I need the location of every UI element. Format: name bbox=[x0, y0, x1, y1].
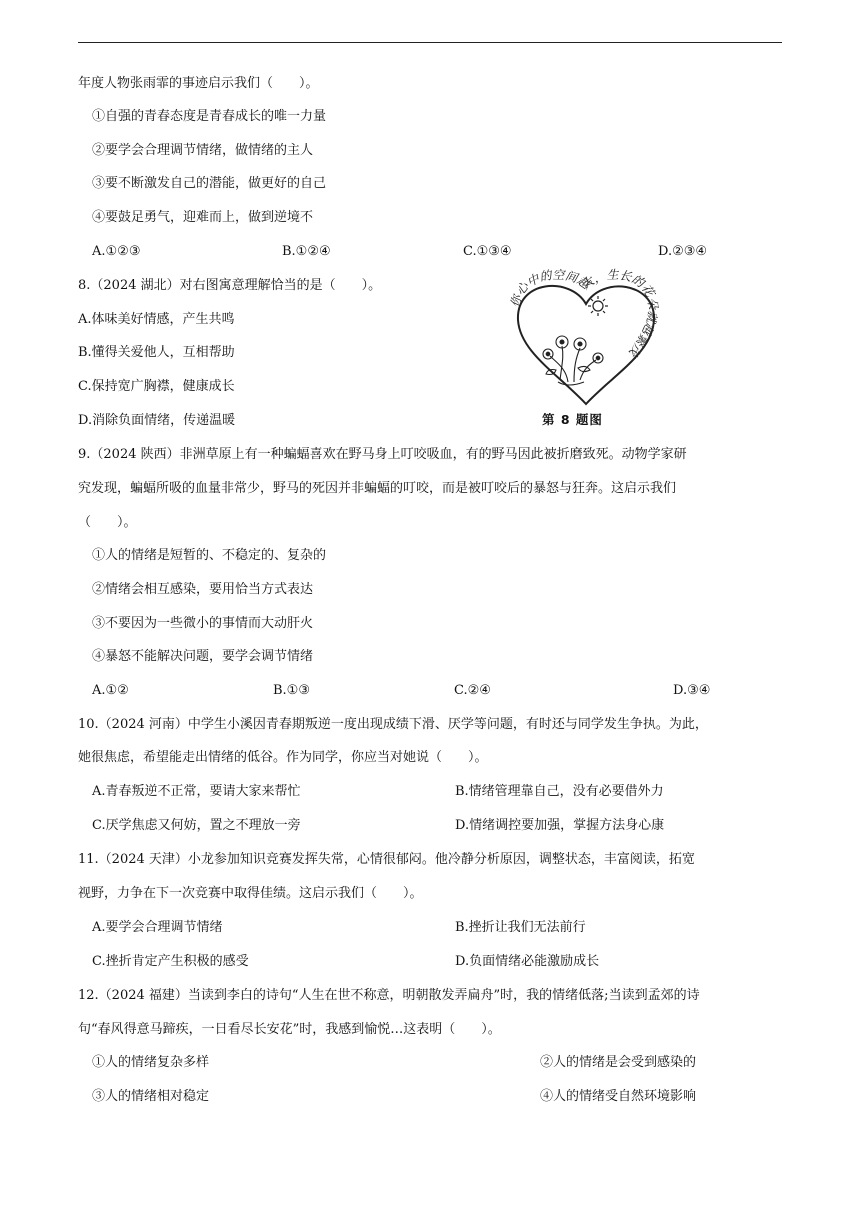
question-stem-line: 究发现，蝙蝠所吸的血量非常少，野马的死因并非蝙蝠的叮咬，而是被叮咬后的暴怒与狂奔。这启示我们 bbox=[78, 481, 677, 496]
option-a: A.体味美好情感，产生共鸣 bbox=[78, 312, 235, 327]
statement-item: ①自强的青春态度是青春成长的唯一力量 bbox=[92, 109, 327, 124]
statement-item: ③不要因为一些微小的事情而大动肝火 bbox=[92, 616, 314, 631]
option-c: C.①③④ bbox=[463, 244, 512, 259]
question-stem-line: 她很焦虑，希望能走出情绪的低谷。作为同学，你应当对她说（ ）。 bbox=[78, 750, 488, 765]
question-stem-line: 10.（2024 河南）中学生小溪因青春期叛逆一度出现成绩下滑、厌学等问题，有时还与同学发生争执。为此， bbox=[78, 717, 708, 732]
statement-item: ③人的情绪相对稳定 bbox=[92, 1089, 210, 1104]
option-a: A.青春叛逆不正常，要请大家来帮忙 bbox=[92, 784, 301, 799]
question-stem: 8.（2024 湖北）对右图寓意理解恰当的是（ ）。 bbox=[78, 278, 382, 293]
option-a: A.①②③ bbox=[92, 244, 141, 259]
option-a: A.①② bbox=[92, 683, 129, 698]
handwritten-phrase: 你心中的空间越大，生长的花朵就越繁茂 bbox=[508, 268, 661, 360]
option-b: B.①②④ bbox=[282, 244, 331, 259]
question-stem: 年度人物张雨霏的事迹启示我们（ ）。 bbox=[78, 76, 319, 91]
flower-bouquet bbox=[543, 336, 603, 385]
statement-item: ④要鼓足勇气，迎难而上，做到逆境不 bbox=[92, 210, 314, 225]
question-stem-line: （ ）。 bbox=[78, 515, 137, 530]
statement-item: ①人的情绪是短暂的、不稳定的、复杂的 bbox=[92, 548, 327, 563]
option-a: A.要学会合理调节情绪 bbox=[92, 920, 223, 935]
question-stem-line: 12.（2024 福建）当读到李白的诗句“人生在世不称意，明朝散发弄扁舟”时，我的情绪低落;当读到孟郊的诗 bbox=[78, 988, 700, 1003]
option-c: C.保持宽广胸襟，健康成长 bbox=[78, 379, 235, 394]
question-stem-line: 11.（2024 天津）小龙参加知识竞赛发挥失常，心情很郁闷。他冷静分析原因，调整状态，丰富阅读，拓宽 bbox=[78, 852, 695, 867]
option-c: C.厌学焦虑又何妨，置之不理放一旁 bbox=[92, 818, 301, 833]
statement-item: ②人的情绪是会受到感染的 bbox=[540, 1055, 697, 1070]
statement-item: ②情绪会相互感染，要用恰当方式表达 bbox=[92, 582, 314, 597]
heart-flower-illustration bbox=[498, 268, 674, 430]
option-b: B.情绪管理靠自己，没有必要借外力 bbox=[455, 784, 664, 799]
option-d: D.②③④ bbox=[658, 244, 708, 259]
figure-caption: 第 8 题图 bbox=[542, 412, 603, 427]
sun-icon bbox=[588, 296, 608, 316]
option-d: D.③④ bbox=[673, 683, 711, 698]
option-d: D.负面情绪必能激励成长 bbox=[455, 954, 600, 969]
option-b: B.挫折让我们无法前行 bbox=[455, 920, 586, 935]
option-c: C.挫折肯定产生积极的感受 bbox=[92, 954, 249, 969]
statement-item: ②要学会合理调节情绪，做情绪的主人 bbox=[92, 143, 314, 158]
statement-item: ④暴怒不能解决问题，要学会调节情绪 bbox=[92, 649, 314, 664]
question-stem-line: 9.（2024 陕西）非洲草原上有一种蝙蝠喜欢在野马身上叮咬吸血，有的野马因此被折磨致死。动物学家研 bbox=[78, 447, 687, 462]
statement-item: ④人的情绪受自然环境影响 bbox=[540, 1089, 697, 1104]
option-d: D.情绪调控要加强，掌握方法身心康 bbox=[455, 818, 665, 833]
question-stem-line: 句“春风得意马蹄疾，一日看尽长安花”时，我感到愉悦…这表明（ ）。 bbox=[78, 1022, 501, 1037]
option-d: D.消除负面情绪，传递温暖 bbox=[78, 413, 236, 428]
option-b: B.懂得关爱他人，互相帮助 bbox=[78, 345, 235, 360]
header-rule bbox=[78, 42, 782, 43]
option-b: B.①③ bbox=[273, 683, 310, 698]
option-c: C.②④ bbox=[454, 683, 491, 698]
statement-item: ①人的情绪复杂多样 bbox=[92, 1055, 210, 1070]
question-stem-line: 视野，力争在下一次竞赛中取得佳绩。这启示我们（ ）。 bbox=[78, 886, 423, 901]
statement-item: ③要不断激发自己的潜能，做更好的自己 bbox=[92, 176, 327, 191]
